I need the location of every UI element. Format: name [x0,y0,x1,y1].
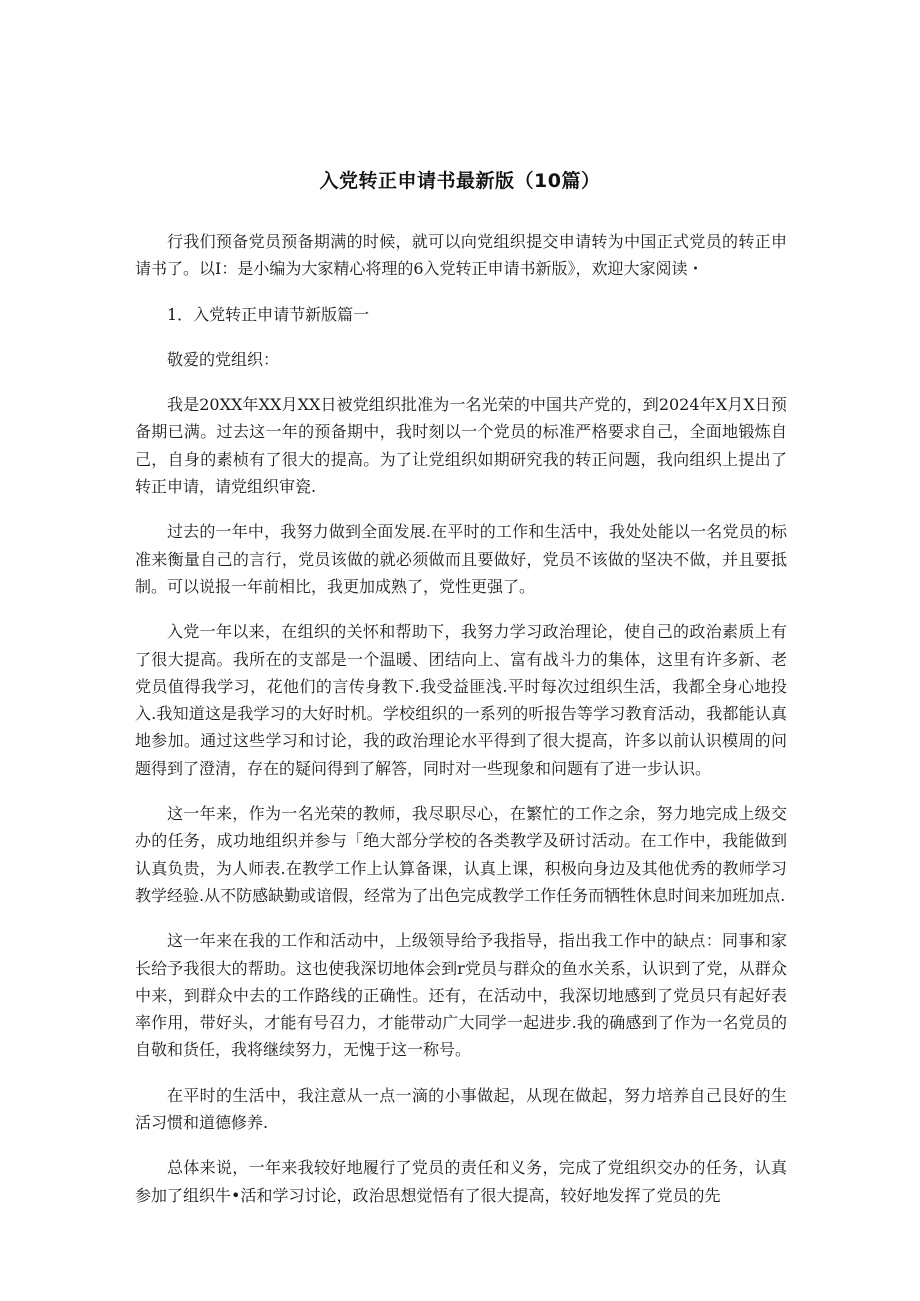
body-paragraph: 这一年来在我的工作和活动中，上级领导给予我指导，指出我工作中的缺点：同事和家长给予我很大的帮助。这也使我深切地体会到r党员与群众的鱼水关系，认识到了党，从群众中来，到群众中去的工作路线的正确性。还有，在活动中，我深切地感到了党员只有起好表率作用，带好头，才能有号召力，才能带动广大同学一起进步.我的确感到了作为一名党员的自敬和货任，我将继续努力，无愧于这一称号。 [135,931,787,1060]
document-title: 入党转正申请书最新版（10篇） [319,170,601,192]
body-paragraph: 总体来说，一年来我较好地履行了党员的责任和义务，完成了党组织交办的任务，认真参加了组织牛•活和学习讨论，政治思想觉悟有了很大提高，较好地发挥了党员的先 [135,1158,787,1205]
document-body [135,228,787,1227]
body-paragraph: 这一年来，作为一名光荣的教师，我尽职尽心，在繁忙的工作之余，努力地完成上级交办的任务，成功地组织并参与「绝大部分学校的各类教学及研讨活动。在工作中，我能做到认真负贵，为人师表.在教学工作上认算备课，认真上课，积极向身边及其他优秀的教师学习教学经验.从不防感缺勤或谙假，经常为了出色完成教学工作任务而牺牲休息时间来加班加点. [135,804,787,905]
body-paragraph: 在平时的生活中，我注意从一点一滴的小事做起，从现在做起，努力培养自己艮好的生活习惯和道德修养. [135,1085,787,1133]
intro-paragraph: 行我们预备党员预备期满的时候，就可以向党组织提交申请转为中国正式党员的转正申请书了。以I：是小编为大家精心将理的6入党转正申请书新版》，欢迎大家阅读・ [135,232,787,279]
salutation: 敬爱的党组织： [167,349,280,369]
body-paragraph: 入党一年以来，在组织的关怀和帮助下，我努力学习政治理论，使自己的政治素质上有了很大提高。我所在的支部是一个温暖、团结向上、富有战斗力的集体，这里有许多新、老党员值得我学习，花他们的言传身教下.我受益匪浅.平时每次过组织生活，我都全身心地投入.我知道这是我学习的大好时机。学校组织的一系列的听报告等学习教育活动，我都能认真地参加。通过这些学习和讨论，我的政治理论水平得到了很大提高，许多以前认识模周的问题得到了澄清，存在的疑问得到了解答，同时对一些现象和问题有了进一步认识。 [135,622,787,778]
section-heading: 1．入党转正申请节新版篇一 [167,304,370,324]
body-paragraph: 我是20XX年XX月XX日被党组织批准为一名光荣的中国共产党的，到2024年X月X日预备期已满。过去这一年的预备期中，我时刻以一个党员的标准严格要求自己，全面地锻炼自己，自身的素桢有了很大的提高。为了让党组织如期研究我的转正问题，我向组织上提出了转正申请，请党组织审瓷. [135,395,787,497]
body-paragraph: 过去的一年中，我努力做到全面发展.在平时的工作和生活中，我处处能以一名党员的标准来衡量自己的言行，党员该做的就必须做而且要做好，党员不该做的坚决不做，并且要抵制。可以说报一年前相比，我更加成熟了，党性更强了。 [135,522,787,596]
